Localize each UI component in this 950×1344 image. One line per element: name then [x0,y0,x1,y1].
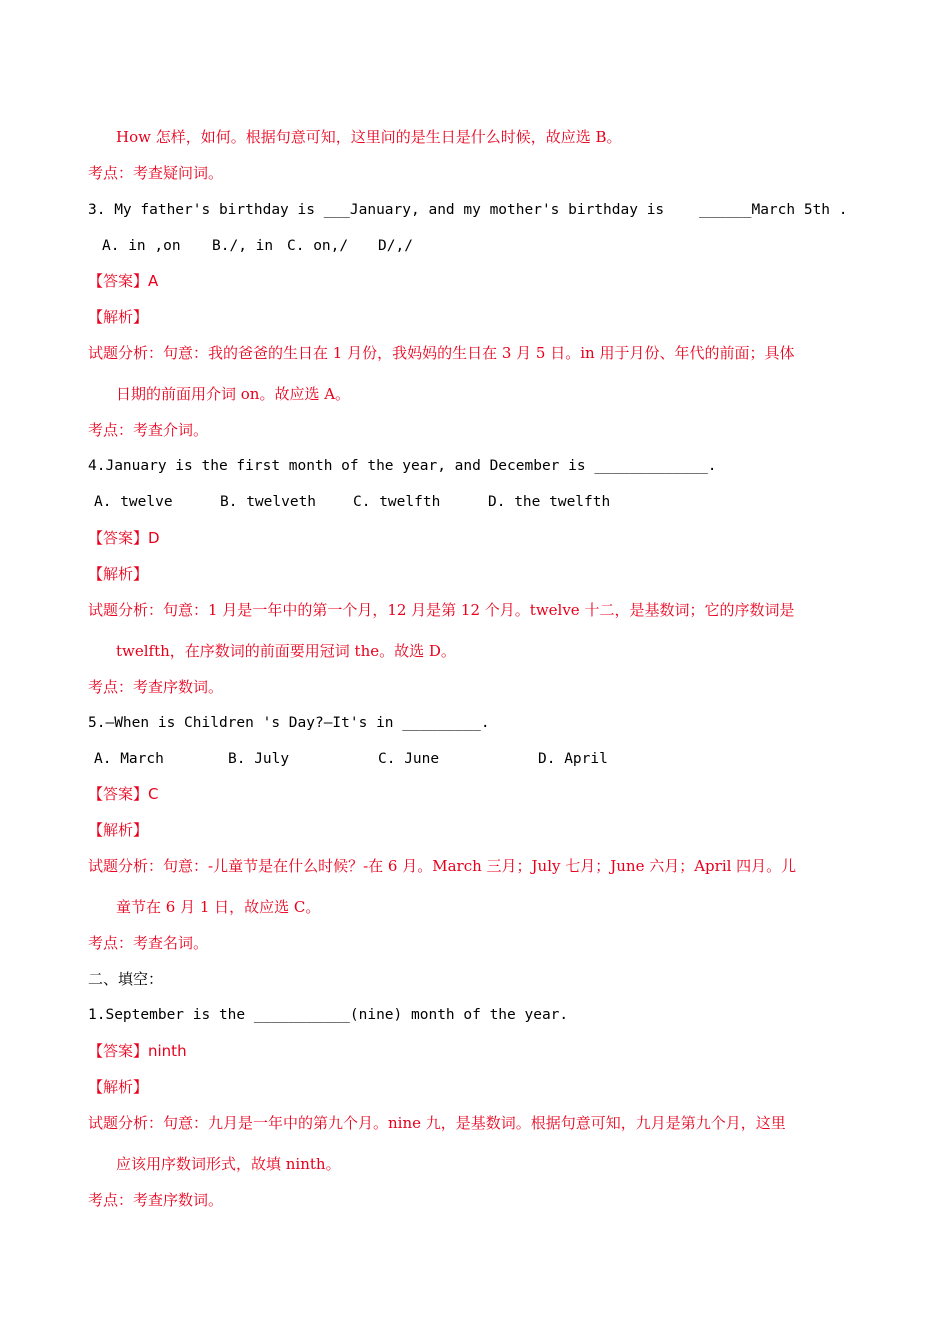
q5-kaodian: 考点：考查名词。 [88,934,209,952]
f1-answer: 【答案】ninth [88,1042,187,1060]
q3-option-a: A. in ,on [102,238,181,254]
q3-answer: 【答案】A [88,272,159,290]
q5-option-b: B. July [228,751,290,767]
q5-option-c: C. June [378,751,440,767]
f1-analysis-2: 应该用序数词形式，故填 ninth。 [116,1155,341,1173]
q4-jiexi-heading: 【解析】 [88,565,149,583]
q4-analysis-2: twelfth，在序数词的前面要用冠词 the。故选 D。 [116,642,456,660]
q5-stem: 5.—When is Children 's Day?—It's in _________. [88,715,490,731]
q3-analysis-2: 日期的前面用介词 on。故应选 A。 [116,385,351,403]
q2-analysis-line: How 怎样，如何。根据句意可知，这里问的是生日是什么时候，故应选 B。 [116,128,622,146]
q3-option-b: B./, in [212,238,274,254]
f1-jiexi-heading: 【解析】 [88,1078,149,1096]
q4-option-b: B. twelveth [220,494,317,510]
q4-kaodian: 考点：考查序数词。 [88,678,224,696]
q4-analysis-1: 试题分析：句意：1 月是一年中的第一个月，12 月是第 12 个月。twelve 十二，是基数词；它的序数词是 [88,601,795,619]
q2-kaodian: 考点：考查疑问词。 [88,164,224,182]
q4-answer: 【答案】D [88,529,160,547]
q3-stem: 3. My father's birthday is ___January, and my mother's birthday is ______March 5th . [88,202,848,218]
q4-option-a: A. twelve [94,494,173,510]
q3-kaodian: 考点：考查介词。 [88,421,209,439]
q3-analysis-1: 试题分析：句意：我的爸爸的生日在 1 月份，我妈妈的生日在 3 月 5 日。in 用于月份、年代的前面；具体 [88,344,795,362]
f1-analysis-1: 试题分析：句意：九月是一年中的第九个月。nine 九，是基数词。根据句意可知，九月是第九个月，这里 [88,1114,786,1132]
f1-stem: 1.September is the ___________(nine) month of the year. [88,1007,569,1023]
q4-option-d: D. the twelfth [488,494,611,510]
q4-option-c: C. twelfth [353,494,441,510]
q3-option-c: C. on,/ [287,238,349,254]
q5-answer: 【答案】C [88,785,159,803]
section-2-heading: 二、填空： [88,970,164,988]
q4-stem: 4.January is the first month of the year, and December is _____________. [88,458,717,474]
q3-option-d: D/,/ [378,238,413,254]
f1-kaodian: 考点：考查序数词。 [88,1191,224,1209]
q5-analysis-1: 试题分析：句意：-儿童节是在什么时候？-在 6 月。March 三月；July 七月；June 六月；April 四月。儿 [88,857,797,875]
q5-option-d: D. April [538,751,608,767]
q5-jiexi-heading: 【解析】 [88,821,149,839]
q5-analysis-2: 童节在 6 月 1 日，故应选 C。 [116,898,321,916]
q3-jiexi-heading: 【解析】 [88,308,149,326]
q5-option-a: A. March [94,751,164,767]
